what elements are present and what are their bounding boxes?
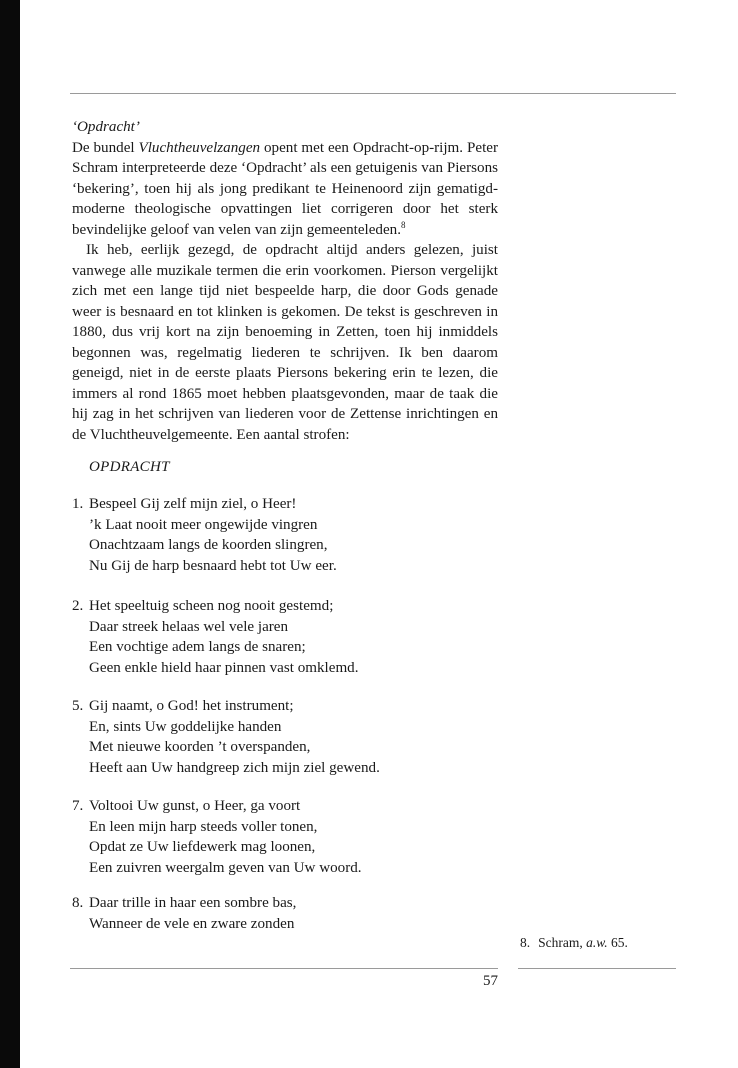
footnote-page: 65. [607,935,628,950]
paragraph-1 [72,138,498,241]
stanza-line: En leen mijn harp steeds voller tonen, [89,818,318,835]
scan-edge-bar [0,0,20,1068]
bottom-rule-right [518,968,676,969]
stanza-number: 7. [72,798,84,814]
stanza-number: 2. [72,598,84,614]
poem-title: OPDRACHT [89,459,170,475]
stanza-line: Een vochtige adem langs de snaren; [89,639,306,655]
stanza-number: 5. [72,698,84,714]
section-title: ‘Opdracht’ [72,119,140,135]
stanza-line: Wanneer de vele en zware zonden [89,915,295,932]
footnote-author: Schram, [538,935,587,950]
stanza-line [72,696,502,717]
paragraph-2: Ik heb, eerlijk gezegd, de opdracht altijd anders gelezen, juist vanwege alle muzikale termen die erin voorkomen. Pierson vergelijkt zich met een lange tijd niet bespeelde harp, die door Gods genade weer is besnaard en tot klinken is gekomen. De tekst is geschreven in 1880, dus vrij kort na zijn benoeming in Zetten, toen hij inmiddels begonnen was, regelmatig liederen te schrijven. Ik ben daarom geneigd, niet in de eerste plaats Piersons bekering erin te lezen, die immers al rond 1865 moet hebben plaatsgevonden, maar de taak die hij zag in het schrijven van liederen voor de Zettense inrichtingen en de Vluchtheuvelgemeente. Een aantal strofen: [72,242,498,443]
bottom-rule-left [70,968,498,969]
paragraph-1-start: De bundel [72,139,139,156]
stanza-line: ’k Laat nooit meer ongewijde vingren [89,516,318,533]
book-title: Vluchtheuvelzangen [138,139,261,156]
stanza-line: Daar streek helaas wel vele jaren [89,618,289,635]
line-text: Bespeel Gij zelf mijn ziel, o Heer! [89,496,297,512]
stanza-line: Geen enkle hield haar pinnen vast omklemd. [89,659,359,676]
stanza-7 [72,796,502,878]
stanza-line: En, sints Uw goddelijke handen [89,718,282,735]
stanza-line: Een zuivren weergalm geven van Uw woord. [89,859,362,876]
stanza-2 [72,596,502,678]
stanza-line: Met nieuwe koorden ’t overspanden, [89,739,311,755]
line-text: Daar trille in haar een sombre bas, [89,895,297,911]
footnote-8 [520,935,628,951]
stanza-5 [72,696,502,778]
stanza-line: Onachtzaam langs de koorden slingren, [89,537,328,553]
line-text: Gij naamt, o God! het instrument; [89,698,294,714]
stanza-line: Opdat ze Uw liefdewerk mag loonen, [89,839,316,855]
stanza-8 [72,893,502,934]
stanza-number: 8. [72,895,84,911]
stanza-1 [72,494,502,576]
footnote-ref: a.w. [586,935,608,950]
stanza-line [72,893,502,914]
stanza-number: 1. [72,496,84,512]
paragraph-1-rest: opent met een Opdracht-op-rijm. Peter Schram interpreteerde deze ‘Opdracht’ als een getuigenis van Piersons ‘bekering’, toen hij als jong predikant te Heinenoord zijn gematigd-moderne theologische opvattingen liet corrigeren door het sterk bevindelijke geloof van velen van zijn gemeenteleden. [72,139,498,238]
footnote-ref-8[interactable]: 8 [401,219,406,230]
page-number: 57 [483,973,498,989]
stanza-line: Nu Gij de harp besnaard hebt tot Uw eer. [89,557,337,574]
stanza-line [72,596,502,617]
line-text: Voltooi Uw gunst, o Heer, ga voort [89,798,301,814]
top-rule [70,93,676,94]
article-body [72,117,498,445]
stanza-line [72,796,502,817]
stanza-line: Heeft aan Uw handgreep zich mijn ziel gewend. [89,759,380,776]
stanza-line [72,494,502,515]
line-text: Het speeltuig scheen nog nooit gestemd; [89,598,334,614]
footnote-number: 8. [520,935,531,950]
